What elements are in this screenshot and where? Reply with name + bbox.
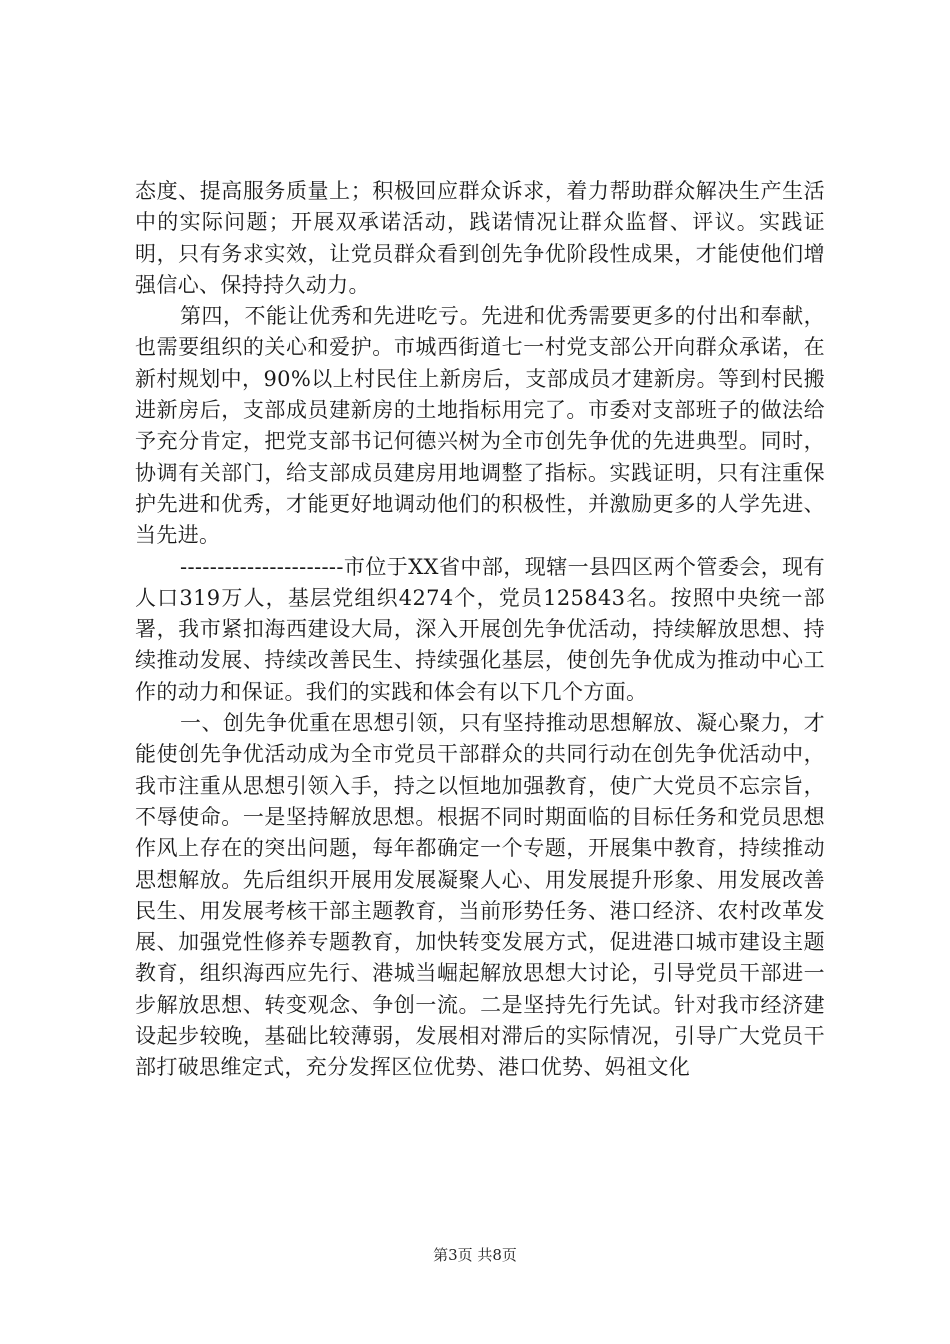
paragraph-section-one: 一、创先争优重在思想引领，只有坚持推动思想解放、凝心聚力，才能使创先争优活动成为全市党员干部群众的共同行动在创先争优活动中，我市注重从思想引领入手，持之以恒地加强教育，使广大党员不忘宗旨，不辱使命。一是坚持解放思想。根据不同时期面临的目标任务和党员思想作风上存在的突出问题，每年都确定一个专题，开展集中教育，持续推动思想解放。先后组织开展用发展凝聚人心、用发展提升形象、用发展改善民生、用发展考核干部主题教育，当前形势任务、港口经济、农村改革发展、加强党性修养专题教育，加快转变发展方式，促进港口城市建设主题教育，组织海西应先行、港城当崛起解放思想大讨论，引导党员干部进一步解放思想、转变观念、争创一流。二是坚持先行先试。针对我市经济建设起步较晚，基础比较薄弱，发展相对滞后的实际情况，引导广大党员干部打破思维定式，充分发挥区位优势、港口优势、妈祖文化 (135, 711, 825, 1080)
paragraph-fourth-point: 第四，不能让优秀和先进吃亏。先进和优秀需要更多的付出和奉献，也需要组织的关心和爱护。市城西街道七一村党支部公开向群众承诺，在新村规划中，90%以上村民住上新房后，支部成员才建新房。等到村民搬进新房后，支部成员建新房的土地指标用完了。市委对支部班子的做法给予充分肯定，把党支部书记何德兴树为全市创先争优的先进典型。同时，协调有关部门，给支部成员建房用地调整了指标。实践证明，只有注重保护先进和优秀，才能更好地调动他们的积极性，并激励更多的人学先进、当先进。 (135, 304, 825, 548)
document-body (135, 176, 825, 1084)
page-number-footer: 第3页 共8页 (433, 1246, 517, 1264)
paragraph-city-overview: ----------------------市位于XX省中部，现辖一县四区两个管委会，现有人口319万人，基层党组织4274个，党员125843名。按照中央统一部署，我市紧扣海西建设大局，深入开展创先争优活动，持续解放思想、持续推动发展、持续改善民生、持续强化基层，使创先争优成为推动中心工作的动力和保证。我们的实践和体会有以下几个方面。 (135, 554, 825, 704)
paragraph-continuation: 态度、提高服务质量上；积极回应群众诉求，着力帮助群众解决生产生活中的实际问题；开展双承诺活动，践诺情况让群众监督、评议。实践证明，只有务求实效，让党员群众看到创先争优阶段性成果，才能使他们增强信心、保持持久动力。 (135, 179, 825, 297)
